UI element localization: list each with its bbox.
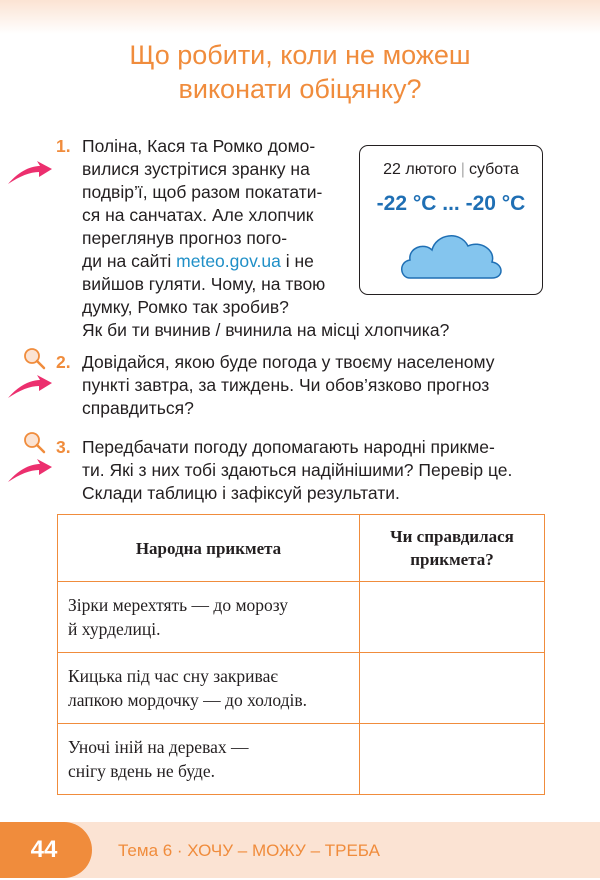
weather-temperature: -22 °C ... -20 °C [376,192,526,215]
sign-text-line: й хурделиці. [68,619,161,639]
task-2-text [82,351,495,420]
table-header-check: Чи справдилася прикмета? [360,515,545,582]
task-1-line: подвір’ї, щоб разом покатати- [82,182,323,202]
weather-day: субота [468,161,519,178]
task-1-line: вийшов гуляти. Чому, на твою [82,274,326,294]
signs-table [57,514,545,795]
sign-text-line: Кицька під час сну закриває [68,666,278,686]
task-2-number: 2. [56,352,71,372]
arrow-icon [6,458,54,486]
page-title [0,38,600,106]
table-row [58,582,545,653]
task-2-line: Довідайся, якою буде погода у твоєму населеному [82,352,495,372]
table-header-row [58,515,545,582]
sign-cell [58,582,360,653]
title-line-1: Що робити, коли не можеш [129,40,471,70]
task-1-line: переглянув прогноз пого- [82,228,288,248]
task-3-line: Передбачати погоду допомагають народні прикме- [82,437,495,457]
weather-date-row: 22 лютого | субота [383,161,519,178]
task-1-line-6-before: ди на сайті [82,251,177,271]
check-cell[interactable] [360,724,545,795]
weather-date: 22 лютого [383,161,457,178]
task-1-line-6-after: і не [280,251,314,271]
meteo-link[interactable]: meteo.gov.ua [176,251,281,271]
sign-text-line: Зірки мерехтять — до морозу [68,595,289,615]
magnifier-icon [22,430,46,454]
arrow-icon [6,374,54,402]
task-1-line: вилися зустрітися зранку на [82,159,310,179]
task-2-line: справдиться? [82,398,194,418]
sign-text-line: лапкою мордочку — до холодів. [68,690,308,710]
arrow-icon [6,160,54,188]
task-3-line: Склади таблицю і зафіксуй результати. [82,483,400,503]
task-1-line: ся на санчатах. Але хлопчик [82,205,314,225]
title-line-2: виконати обіцянку? [178,74,422,104]
footer-topic: Тема 6 · ХОЧУ – МОЖУ – ТРЕБА [118,841,380,860]
sign-cell [58,653,360,724]
cloud-icon [396,228,506,280]
task-3-number: 3. [56,437,71,457]
task-3-text [82,436,512,505]
check-cell[interactable] [360,582,545,653]
task-1-number: 1. [56,136,71,156]
sign-text-line: снігу вдень не буде. [68,761,215,781]
sign-text-line: Уночі іній на деревах — [68,737,249,757]
check-cell[interactable] [360,653,545,724]
task-1-line: Поліна, Кася та Ромко домо- [82,136,316,156]
task-2-line: пункті завтра, за тиждень. Чи обов’язково прогноз [82,375,490,395]
table-header-sign: Народна прикмета [58,515,360,582]
weather-card [359,145,543,295]
top-decoration [0,0,600,34]
table-row [58,724,545,795]
task-3-line: ти. Які з них тобі здаються надійнішими? Перевір це. [82,460,513,480]
task-1-line: Як би ти вчинив / вчинила на місці хлопчика? [82,320,450,340]
page-number: 44 [30,836,58,863]
sign-cell [58,724,360,795]
table-row [58,653,545,724]
magnifier-icon [22,346,46,370]
task-1-line: думку, Ромко так зробив? [82,297,289,317]
